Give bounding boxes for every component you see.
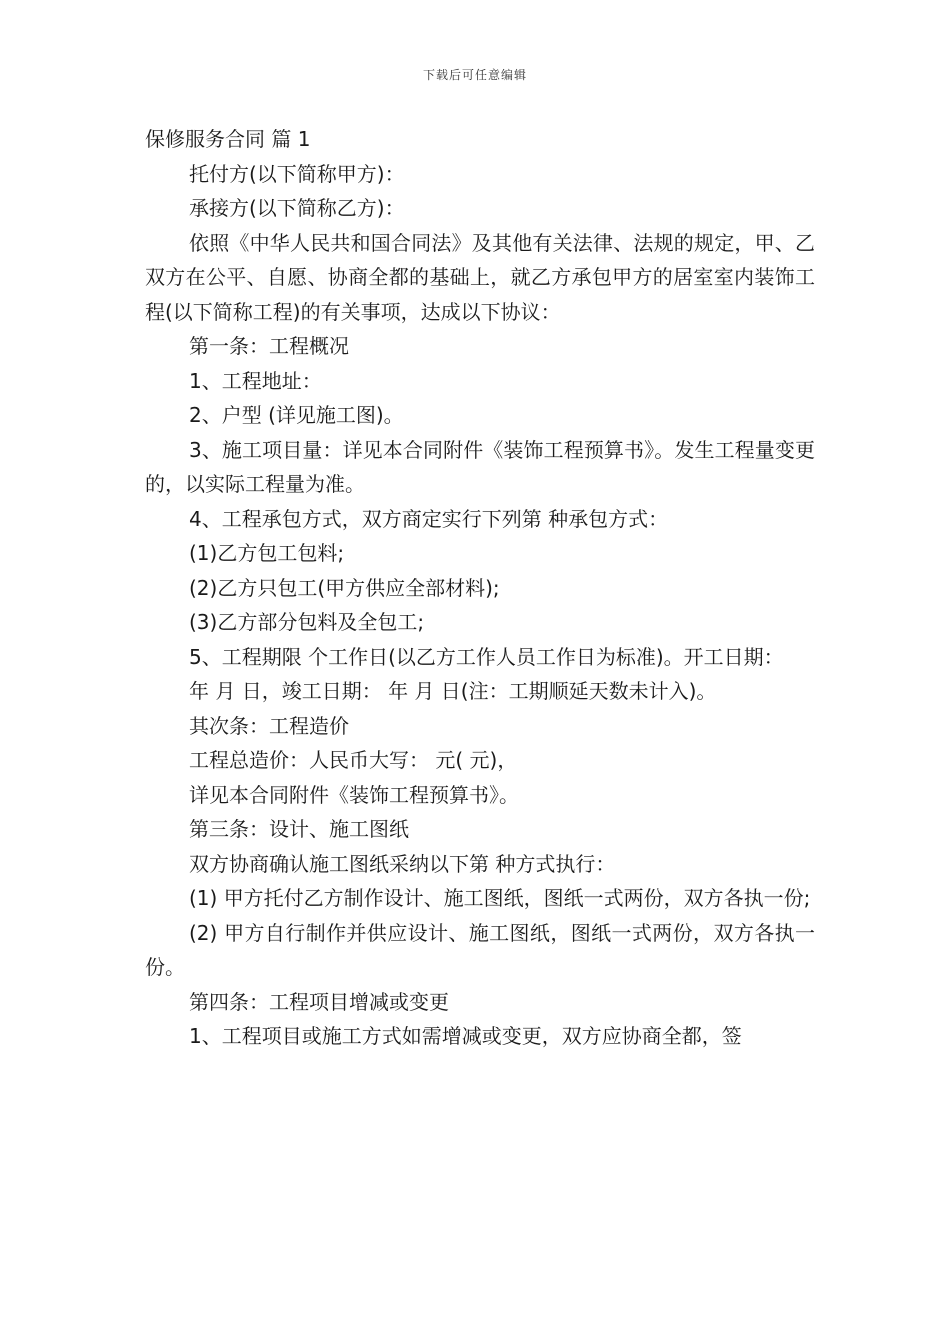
list-item-drawing-option-1: (1) 甲方托付乙方制作设计、施工图纸，图纸一式两份，双方各执一份; bbox=[189, 886, 811, 910]
document-title: 保修服务合同 篇 1 bbox=[145, 127, 311, 151]
article-4-heading: 第四条：工程项目增减或变更 bbox=[189, 989, 449, 1014]
paragraph-drawing-method: 双方协商确认施工图纸采纳以下第 种方式执行： bbox=[189, 851, 616, 876]
list-item-option-3: (3)乙方部分包料及全包工; bbox=[189, 610, 425, 634]
article-2-heading: 其次条：工程造价 bbox=[189, 713, 349, 738]
paragraph-client: 托付方(以下简称甲方)： bbox=[189, 161, 405, 186]
article-3-heading: 第三条：设计、施工图纸 bbox=[189, 817, 409, 841]
document-body bbox=[145, 122, 815, 1054]
paragraph-cost-reference: 详见本合同附件《装饰工程预算书》。 bbox=[189, 782, 519, 807]
paragraph-quantity: 3、施工项目量：详见本合同附件《装饰工程预算书》。发生工程量变更的，以实际工程量为准。 bbox=[145, 437, 815, 496]
page-header-note: 下载后可任意编辑 bbox=[422, 68, 527, 82]
paragraph-preamble: 依照《中华人民共和国合同法》及其他有关法律、法规的规定，甲、乙双方在公平、自愿、协商全都的基础上，就乙方承包甲方的居室室内装饰工程(以下简称工程)的有关事项，达成以下协议： bbox=[145, 230, 815, 324]
list-item-option-1: (1)乙方包工包料; bbox=[189, 541, 345, 565]
paragraph-changes: 1、工程项目或施工方式如需增减或变更，双方应协商全都，签 bbox=[189, 1024, 742, 1048]
paragraph-unit-type: 2、户型 (详见施工图)。 bbox=[189, 403, 404, 427]
paragraph-contractor: 承接方(以下简称乙方)： bbox=[189, 196, 405, 220]
article-1-heading: 第一条：工程概况 bbox=[189, 334, 349, 358]
paragraph-contract-method: 4、工程承包方式，双方商定实行下列第 种承包方式： bbox=[189, 506, 669, 531]
paragraph-dates: 年 月 日，竣工日期： 年 月 日(注：工期顺延天数未计入)。 bbox=[189, 679, 717, 703]
list-item-drawing-option-2: (2) 甲方自行制作并供应设计、施工图纸，图纸一式两份，双方各执一份。 bbox=[145, 920, 815, 979]
list-item-option-2: (2)乙方只包工(甲方供应全部材料); bbox=[189, 575, 500, 600]
paragraph-address: 1、工程地址： bbox=[189, 368, 322, 393]
paragraph-total-cost: 工程总造价：人民币大写： 元( 元)， bbox=[189, 748, 518, 772]
paragraph-duration: 5、工程期限 个工作日(以乙方工作人员工作日为标准)。开工日期： bbox=[189, 644, 784, 669]
